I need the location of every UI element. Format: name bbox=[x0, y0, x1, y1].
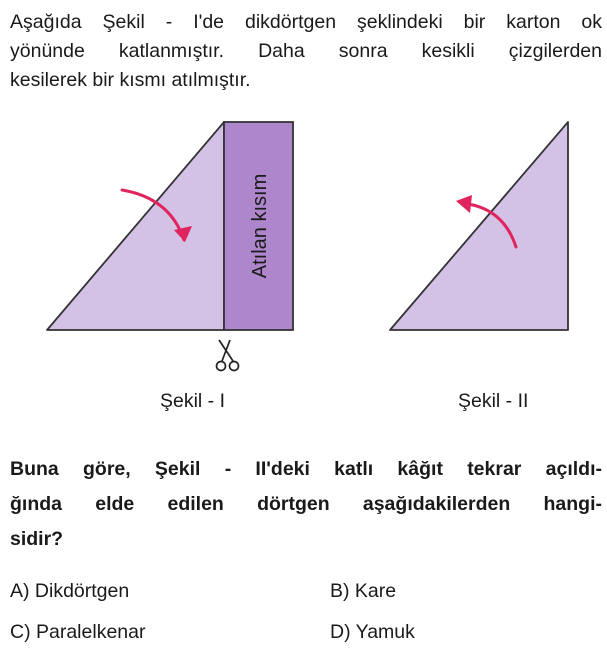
intro-line-1: Aşağıda Şekil - I'de dikdörtgen şeklindeki bir karton ok bbox=[10, 11, 602, 33]
intro-line-2: yönünde katlanmıştır. Daha sonra kesikli çizgilerden bbox=[10, 40, 602, 62]
question-text bbox=[10, 452, 602, 557]
option-b[interactable]: B) Kare bbox=[330, 580, 397, 602]
scissors-icon bbox=[217, 340, 239, 371]
option-a[interactable]: A) Dikdörtgen bbox=[10, 580, 130, 602]
figure-2 bbox=[390, 122, 568, 330]
question-line-3: sidir? bbox=[10, 528, 64, 550]
figure-2-caption: Şekil - II bbox=[458, 390, 529, 412]
question-line-2: ğında elde edilen dörtgen aşağıdakilerden hangi- bbox=[10, 493, 602, 515]
strip-label: Atılan kısım bbox=[249, 173, 271, 279]
intro-line-3: kesilerek bir kısmı atılmıştır. bbox=[10, 69, 251, 91]
question-line-1: Buna göre, Şekil - II'deki katlı kâğıt tekrar açıldı- bbox=[10, 458, 602, 480]
folded-paper-triangle bbox=[390, 122, 568, 330]
option-d[interactable]: D) Yamuk bbox=[330, 621, 415, 643]
figure-1-caption: Şekil - I bbox=[160, 390, 226, 412]
option-c[interactable]: C) Paralelkenar bbox=[10, 621, 146, 643]
figure-1 bbox=[47, 122, 293, 371]
unfold-arrowhead-icon bbox=[456, 195, 472, 213]
folded-triangle bbox=[47, 122, 224, 330]
